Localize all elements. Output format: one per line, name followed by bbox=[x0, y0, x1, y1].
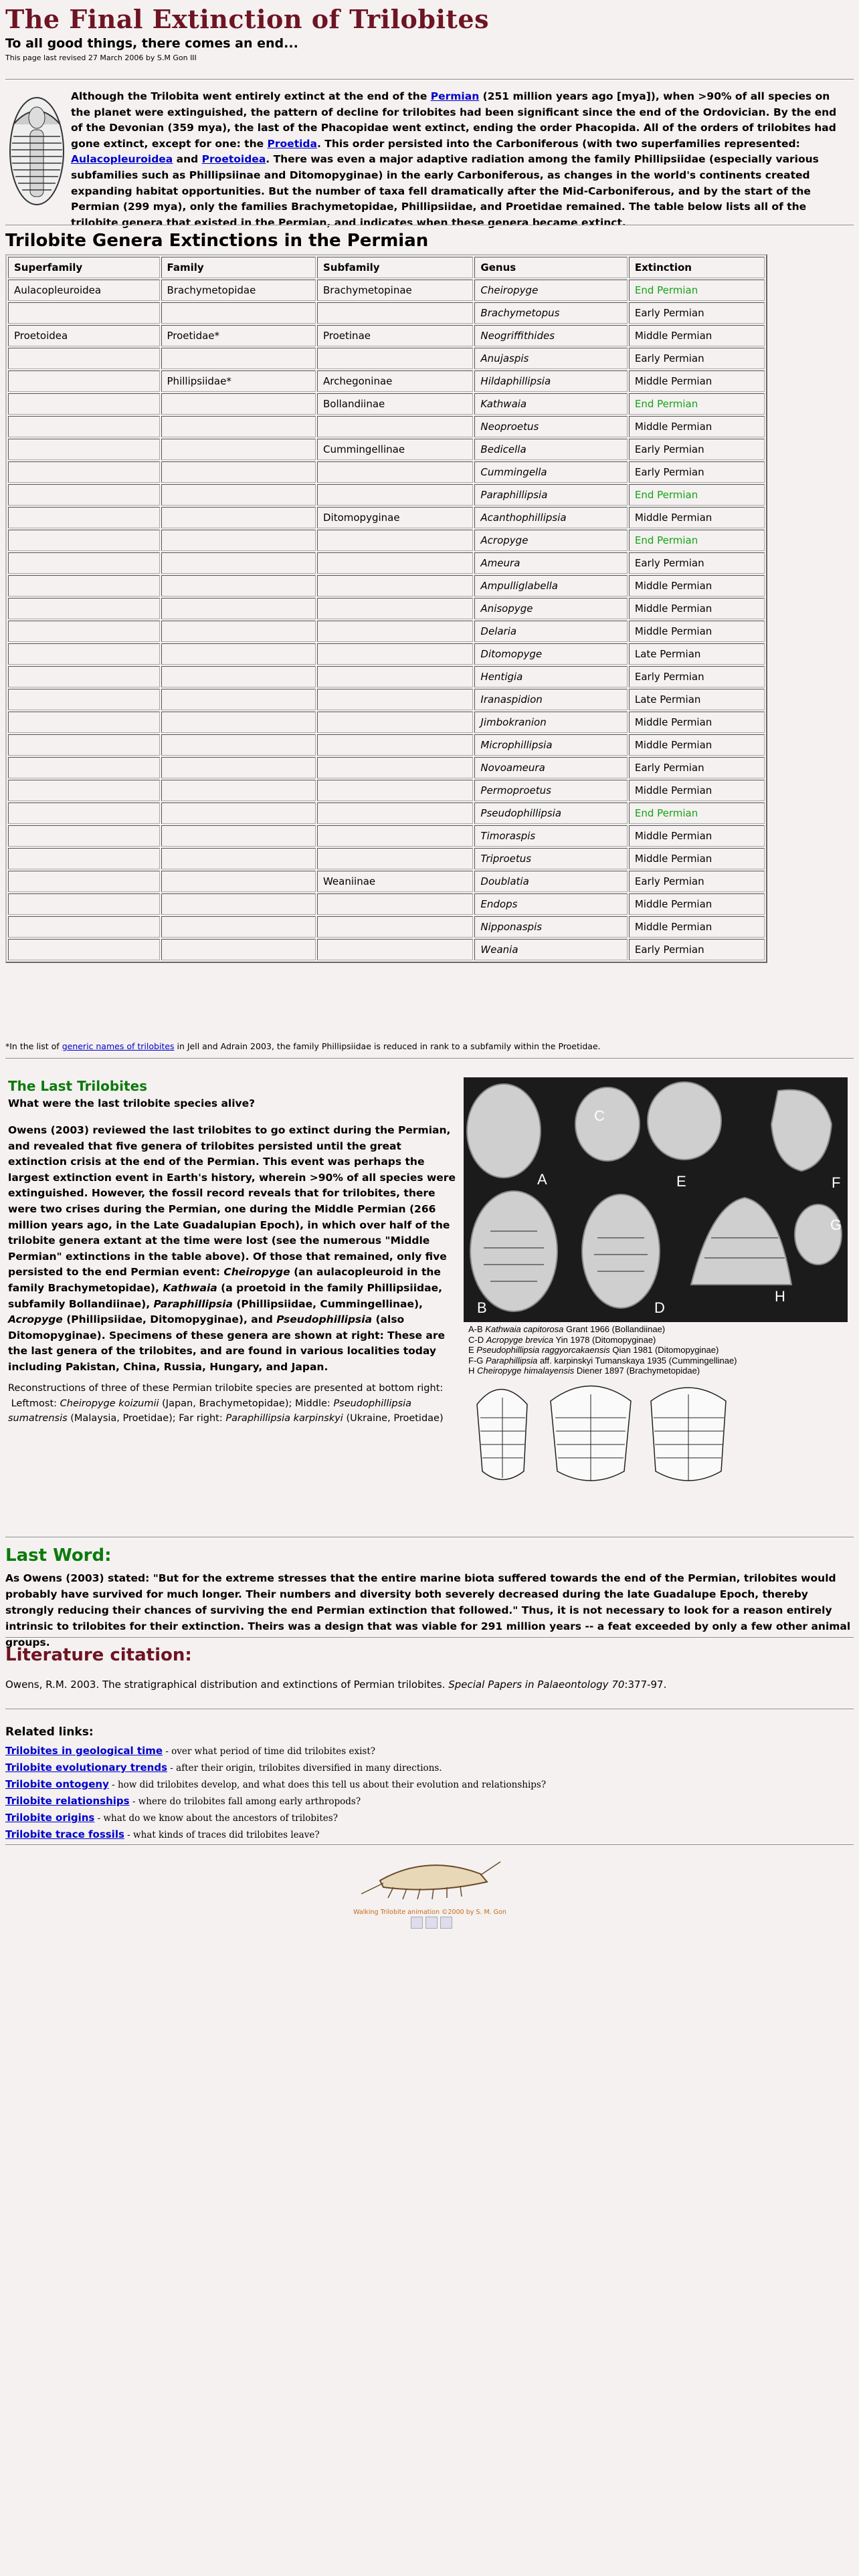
genus-cell: Iranaspidion bbox=[474, 689, 627, 710]
superfamily-cell bbox=[8, 666, 160, 687]
extinction-cell: End Permian bbox=[629, 280, 765, 301]
family-cell bbox=[161, 871, 316, 892]
genus-cell: Delaria bbox=[474, 621, 627, 642]
related-link-origins[interactable]: Trilobite origins bbox=[5, 1812, 95, 1824]
subfamily-cell: Bollandiinae bbox=[317, 393, 473, 415]
subfamily-cell: Brachymetopinae bbox=[317, 280, 473, 301]
table-row bbox=[8, 734, 765, 756]
superfamily-cell bbox=[8, 643, 160, 665]
family-cell bbox=[161, 643, 316, 665]
divider bbox=[5, 1058, 854, 1059]
family-cell bbox=[161, 507, 316, 528]
superfamily-cell: Aulacopleuroidea bbox=[8, 280, 160, 301]
subfamily-cell bbox=[317, 598, 473, 619]
table-row bbox=[8, 552, 765, 574]
extinction-cell: Middle Permian bbox=[629, 416, 765, 437]
superfamily-cell bbox=[8, 393, 160, 415]
table-row bbox=[8, 370, 765, 392]
badge-icon[interactable] bbox=[411, 1917, 423, 1929]
family-cell bbox=[161, 416, 316, 437]
permian-link[interactable]: Permian bbox=[430, 90, 480, 102]
table-heading: Trilobite Genera Extinctions in the Permian bbox=[5, 231, 429, 251]
genus-cell: Timoraspis bbox=[474, 825, 627, 847]
badge-icon[interactable] bbox=[425, 1917, 438, 1929]
subfamily-cell bbox=[317, 552, 473, 574]
divider bbox=[5, 1709, 854, 1710]
extinction-cell: Late Permian bbox=[629, 689, 765, 710]
genus-cell: Triproetus bbox=[474, 848, 627, 869]
intro-paragraph: Although the Trilobita went entirely extinct at the end of the Permian (251 million years ago [mya]), when >90% of all species on the planet were extinguished, the pattern of decline for trilobites had been significant since the end of the Ordovician. By the end of the Devonian (359 mya), the last of the Phacopidae went extinct, ending the order Phacopida. All of the orders of trilobites had gone extinct, except for one: the Proetida. This order persisted into the Carboniferous (with two superfamilies represented: Aulacopleuroidea and Proetoidea. There was even a major adaptive radiation among the family Phillipsiidae (especially various subfamilies such as Phillipsiinae and Ditomopyginae) in the early Carboniferous, as changes in the world's continents created expanding habitat opportunities. But the number of taxa fell dramatically after the Mid-Carboniferous, and by the start of the Permian (299 mya), only the families Brachymetopidae, Phillipsiidae, and Proetidae remained. The table below lists all of the trilobite genera that existed in the Permian, and indicates when these genera became extinct. bbox=[71, 90, 837, 229]
family-cell bbox=[161, 689, 316, 710]
photo-caption: E Pseudophillipsia raggyorcakaensis Qian 1981 (Ditomopyginae) bbox=[468, 1345, 719, 1355]
superfamily-cell bbox=[8, 621, 160, 642]
subfamily-cell bbox=[317, 302, 473, 324]
table-row bbox=[8, 825, 765, 847]
extinction-cell: Early Permian bbox=[629, 666, 765, 687]
extinction-cell: Early Permian bbox=[629, 552, 765, 574]
subfamily-cell bbox=[317, 575, 473, 597]
subfamily-cell bbox=[317, 348, 473, 369]
subfamily-cell bbox=[317, 802, 473, 824]
table-row bbox=[8, 643, 765, 665]
photo-label-d: D bbox=[654, 1299, 665, 1316]
badge-icon[interactable] bbox=[440, 1917, 452, 1929]
subfamily-cell bbox=[317, 939, 473, 960]
table-row bbox=[8, 780, 765, 801]
genus-cell: Kathwaia bbox=[474, 393, 627, 415]
related-link-ontogeny[interactable]: Trilobite ontogeny bbox=[5, 1778, 109, 1790]
subfamily-cell bbox=[317, 484, 473, 506]
family-cell: Proetidae* bbox=[161, 325, 316, 346]
photo-captions bbox=[468, 1324, 737, 1376]
column-header-genus: Genus bbox=[474, 257, 627, 278]
superfamily-cell bbox=[8, 484, 160, 506]
photo-caption: C-D Acropyge brevica Yin 1978 (Ditomopyginae) bbox=[468, 1334, 656, 1345]
superfamily-cell bbox=[8, 802, 160, 824]
related-link-item: Trilobite trace fossils - what kinds of traces did trilobites leave? bbox=[5, 1828, 320, 1840]
superfamily-cell bbox=[8, 348, 160, 369]
trilobite-dorsal-image bbox=[8, 95, 66, 207]
subfamily-cell bbox=[317, 825, 473, 847]
aulacopleuroidea-link[interactable]: Aulacopleuroidea bbox=[71, 153, 173, 166]
table-row bbox=[8, 712, 765, 733]
table-row bbox=[8, 939, 765, 960]
fossil-specimens-photo bbox=[464, 1077, 848, 1322]
subfamily-cell bbox=[317, 780, 473, 801]
extinction-cell: Middle Permian bbox=[629, 893, 765, 915]
genus-cell: Hildaphillipsia bbox=[474, 370, 627, 392]
table-row bbox=[8, 416, 765, 437]
subfamily-cell bbox=[317, 416, 473, 437]
citation-text: Owens, R.M. 2003. The stratigraphical distribution and extinctions of Permian trilobites. Special Papers in Palaeontology 70:377-97. bbox=[5, 1679, 667, 1691]
generic-names-link[interactable]: generic names of trilobites bbox=[62, 1041, 175, 1051]
table-row bbox=[8, 484, 765, 506]
superfamily-cell bbox=[8, 598, 160, 619]
superfamily-cell bbox=[8, 939, 160, 960]
extinction-cell: End Permian bbox=[629, 530, 765, 551]
extinction-cell: Middle Permian bbox=[629, 507, 765, 528]
photo-caption: H Cheiropyge himalayensis Diener 1897 (Brachymetopidae) bbox=[468, 1366, 700, 1376]
table-row bbox=[8, 666, 765, 687]
extinction-cell: Middle Permian bbox=[629, 325, 765, 346]
last-trilobites-paragraph: Owens (2003) reviewed the last trilobites to go extinct during the Permian, and revealed that five genera of trilobites persisted until the great extinction crisis at the end of the Permian. This event was perhaps the largest extinction event in Earth's history, wherein >90% of all species were extinguished. However, the fossil record reveals that for trilobites, there were two crises during the Permian, one during the Middle Permian (266 million years ago, in the Late Guadalupian Epoch), in which over half of the trilobite genera extant at the time were lost (see the numerous "Middle Permian" extinctions in the table above). Of those that remained, only five persisted to the end Permian event: Cheiropyge (an aulacopleuroid in the family Brachymetopidae), Kathwaia (a proetoid in the family Phillipsiidae, subfamily Bollandiinae), Paraphillipsia (Phillipsiidae, Cummingellinae), Acropyge (Phillipsiidae, Ditomopyginae), and Pseudophillipsia (also Ditomopyginae). Specimens of these genera are shown at right: These are the last genera of the trilobites, and are found in various localities today including Pakistan, China, Russia, Hungary, and Japan. bbox=[8, 1124, 456, 1373]
superfamily-cell bbox=[8, 712, 160, 733]
related-links-heading: Related links: bbox=[5, 1725, 94, 1739]
extinction-cell: Early Permian bbox=[629, 871, 765, 892]
table-row bbox=[8, 916, 765, 938]
extinction-cell: Middle Permian bbox=[629, 370, 765, 392]
photo-label-f: F bbox=[832, 1174, 841, 1191]
walking-trilobite-icon bbox=[353, 1854, 506, 1901]
extinction-cell: Middle Permian bbox=[629, 598, 765, 619]
subfamily-cell bbox=[317, 643, 473, 665]
extinction-cell: Middle Permian bbox=[629, 734, 765, 756]
genus-cell: Novoameura bbox=[474, 757, 627, 778]
table-row bbox=[8, 348, 765, 369]
superfamily-cell bbox=[8, 734, 160, 756]
page-subtitle: To all good things, there comes an end... bbox=[5, 36, 298, 51]
last-trilobites-question: What were the last trilobite species alive? bbox=[8, 1097, 256, 1109]
related-link-geological-time[interactable]: Trilobites in geological time bbox=[5, 1745, 163, 1757]
subfamily-cell bbox=[317, 734, 473, 756]
related-link-item: Trilobite relationships - where do trilobites fall among early arthropods? bbox=[5, 1795, 361, 1807]
footer-badges bbox=[409, 1917, 454, 1931]
family-cell bbox=[161, 621, 316, 642]
divider bbox=[5, 79, 854, 80]
photo-label-b: B bbox=[477, 1299, 487, 1316]
column-header-extinction: Extinction bbox=[629, 257, 765, 278]
superfamily-cell bbox=[8, 461, 160, 483]
superfamily-cell bbox=[8, 439, 160, 460]
superfamily-cell bbox=[8, 575, 160, 597]
genus-cell: Anujaspis bbox=[474, 348, 627, 369]
family-cell bbox=[161, 757, 316, 778]
genus-cell: Neogriffithides bbox=[474, 325, 627, 346]
family-cell bbox=[161, 484, 316, 506]
animation-credit: Walking Trilobite animation ©2000 by S. M. Gon bbox=[353, 1909, 506, 1916]
superfamily-cell bbox=[8, 893, 160, 915]
extinction-cell: Early Permian bbox=[629, 939, 765, 960]
table-row bbox=[8, 598, 765, 619]
related-links-list bbox=[5, 1743, 546, 1843]
genus-cell: Ditomopyge bbox=[474, 643, 627, 665]
extinction-cell: Early Permian bbox=[629, 302, 765, 324]
proetoidea-link[interactable]: Proetoidea bbox=[201, 153, 266, 166]
genus-cell: Brachymetopus bbox=[474, 302, 627, 324]
table-row bbox=[8, 280, 765, 301]
table-row bbox=[8, 439, 765, 460]
superfamily-cell bbox=[8, 302, 160, 324]
extinction-cell: Early Permian bbox=[629, 461, 765, 483]
family-cell bbox=[161, 393, 316, 415]
genus-cell: Ameura bbox=[474, 552, 627, 574]
extinction-cell: Early Permian bbox=[629, 439, 765, 460]
family-cell bbox=[161, 530, 316, 551]
subfamily-cell bbox=[317, 530, 473, 551]
extinction-cell: End Permian bbox=[629, 484, 765, 506]
subfamily-cell: Proetinae bbox=[317, 325, 473, 346]
divider bbox=[5, 225, 854, 226]
divider bbox=[5, 1844, 854, 1846]
table-row bbox=[8, 893, 765, 915]
table-row bbox=[8, 507, 765, 528]
superfamily-cell bbox=[8, 370, 160, 392]
extinction-cell: Middle Permian bbox=[629, 621, 765, 642]
genera-table bbox=[5, 254, 767, 963]
subfamily-cell: Cummingellinae bbox=[317, 439, 473, 460]
genus-cell: Anisopyge bbox=[474, 598, 627, 619]
genus-cell: Cummingella bbox=[474, 461, 627, 483]
subfamily-cell: Archegoninae bbox=[317, 370, 473, 392]
extinction-cell: Early Permian bbox=[629, 757, 765, 778]
family-cell: Brachymetopidae bbox=[161, 280, 316, 301]
related-link-evolutionary-trends[interactable]: Trilobite evolutionary trends bbox=[5, 1761, 167, 1774]
family-cell bbox=[161, 666, 316, 687]
family-cell bbox=[161, 734, 316, 756]
family-cell bbox=[161, 916, 316, 938]
column-header-family: Family bbox=[161, 257, 316, 278]
superfamily-cell: Proetoidea bbox=[8, 325, 160, 346]
superfamily-cell bbox=[8, 689, 160, 710]
genus-cell: Neoproetus bbox=[474, 416, 627, 437]
family-cell bbox=[161, 802, 316, 824]
table-row bbox=[8, 461, 765, 483]
extinction-cell: Middle Permian bbox=[629, 575, 765, 597]
extinction-cell: End Permian bbox=[629, 393, 765, 415]
revision-note: This page last revised 27 March 2006 by S.M Gon III bbox=[5, 53, 197, 62]
table-row bbox=[8, 848, 765, 869]
subfamily-cell bbox=[317, 461, 473, 483]
column-header-subfamily: Subfamily bbox=[317, 257, 473, 278]
reconstruction-drawings bbox=[464, 1371, 745, 1490]
extinction-cell: Middle Permian bbox=[629, 712, 765, 733]
subfamily-cell bbox=[317, 757, 473, 778]
table-row bbox=[8, 871, 765, 892]
related-link-relationships[interactable]: Trilobite relationships bbox=[5, 1795, 130, 1807]
superfamily-cell bbox=[8, 530, 160, 551]
superfamily-cell bbox=[8, 871, 160, 892]
reconstruction-caption: Reconstructions of three of these Permian trilobite species are presented at bottom right: Leftmost: Cheiropyge koizumii (Japan, Brachymetopidae); Middle: Pseudophillipsia sumatrensis (Malaysia, Proetidae); Far right: Paraphillipsia karpinskyi (Ukraine, Proetidae) bbox=[8, 1383, 444, 1424]
proetida-link[interactable]: Proetida bbox=[267, 137, 317, 150]
family-cell bbox=[161, 439, 316, 460]
table-row bbox=[8, 393, 765, 415]
genus-cell: Pseudophillipsia bbox=[474, 802, 627, 824]
page-title: The Final Extinction of Trilobites bbox=[5, 4, 490, 34]
family-cell: Phillipsiidae* bbox=[161, 370, 316, 392]
genus-cell: Microphillipsia bbox=[474, 734, 627, 756]
citation-heading: Literature citation: bbox=[5, 1645, 192, 1665]
superfamily-cell bbox=[8, 507, 160, 528]
extinction-cell: Middle Permian bbox=[629, 848, 765, 869]
table-row bbox=[8, 302, 765, 324]
genus-cell: Acanthophillipsia bbox=[474, 507, 627, 528]
genus-cell: Cheiropyge bbox=[474, 280, 627, 301]
last-trilobites-heading: The Last Trilobites bbox=[8, 1078, 148, 1094]
genus-cell: Ampulliglabella bbox=[474, 575, 627, 597]
family-cell bbox=[161, 780, 316, 801]
subfamily-cell bbox=[317, 621, 473, 642]
extinction-cell: Middle Permian bbox=[629, 780, 765, 801]
family-cell bbox=[161, 598, 316, 619]
genus-cell: Jimbokranion bbox=[474, 712, 627, 733]
divider bbox=[5, 1637, 854, 1638]
related-link-item: Trilobite ontogeny - how did trilobites develop, and what does this tell us about their evolution and relationships? bbox=[5, 1778, 547, 1790]
table-footnote: *In the list of generic names of trilobites in Jell and Adrain 2003, the family Phillipsiidae is reduced in rank to a subfamily within the Proetidae. bbox=[5, 1041, 601, 1051]
genus-cell: Paraphillipsia bbox=[474, 484, 627, 506]
photo-label-a: A bbox=[537, 1171, 547, 1188]
last-word-paragraph: As Owens (2003) stated: "But for the extreme stresses that the entire marine biota suffered towards the end of the Permian, trilobites would probably have survived for much longer. Their numbers and diversity both severely decreased during the late Guadalupe Epoch, thereby strongly reducing their chances of surviving the end Permian extinction that followed." Thus, it is not necessary to look for a reason entirely intrinsic to trilobites for their extinction. Theirs was a design that was viable for 291 million years -- a feat exceeded by only a few other animal groups. bbox=[5, 1572, 851, 1648]
subfamily-cell bbox=[317, 689, 473, 710]
extinction-cell: End Permian bbox=[629, 802, 765, 824]
superfamily-cell bbox=[8, 848, 160, 869]
genus-cell: Weania bbox=[474, 939, 627, 960]
family-cell bbox=[161, 348, 316, 369]
family-cell bbox=[161, 461, 316, 483]
last-word-heading: Last Word: bbox=[5, 1545, 112, 1566]
genus-cell: Nipponaspis bbox=[474, 916, 627, 938]
extinction-cell: Middle Permian bbox=[629, 916, 765, 938]
family-cell bbox=[161, 848, 316, 869]
genus-cell: Bedicella bbox=[474, 439, 627, 460]
superfamily-cell bbox=[8, 757, 160, 778]
family-cell bbox=[161, 575, 316, 597]
genus-cell: Doublatia bbox=[474, 871, 627, 892]
genus-cell: Permoproetus bbox=[474, 780, 627, 801]
superfamily-cell bbox=[8, 825, 160, 847]
column-header-superfamily: Superfamily bbox=[8, 257, 160, 278]
family-cell bbox=[161, 302, 316, 324]
subfamily-cell bbox=[317, 848, 473, 869]
table-row bbox=[8, 802, 765, 824]
genus-cell: Acropyge bbox=[474, 530, 627, 551]
superfamily-cell bbox=[8, 780, 160, 801]
table-row bbox=[8, 689, 765, 710]
subfamily-cell bbox=[317, 893, 473, 915]
table-row bbox=[8, 575, 765, 597]
superfamily-cell bbox=[8, 916, 160, 938]
superfamily-cell bbox=[8, 552, 160, 574]
table-row bbox=[8, 757, 765, 778]
subfamily-cell: Weaniinae bbox=[317, 871, 473, 892]
extinction-cell: Middle Permian bbox=[629, 825, 765, 847]
photo-label-g: G bbox=[830, 1216, 842, 1233]
related-link-item: Trilobite evolutionary trends - after their origin, trilobites diversified in many directions. bbox=[5, 1761, 442, 1774]
extinction-cell: Early Permian bbox=[629, 348, 765, 369]
related-link-item: Trilobites in geological time - over what period of time did trilobites exist? bbox=[5, 1745, 376, 1757]
subfamily-cell bbox=[317, 916, 473, 938]
superfamily-cell bbox=[8, 416, 160, 437]
table-header-row bbox=[8, 257, 765, 278]
subfamily-cell: Ditomopyginae bbox=[317, 507, 473, 528]
photo-caption: A-B Kathwaia capitorosa Grant 1966 (Bollandiinae) bbox=[468, 1324, 666, 1334]
table-row bbox=[8, 621, 765, 642]
family-cell bbox=[161, 825, 316, 847]
family-cell bbox=[161, 893, 316, 915]
photo-label-h: H bbox=[775, 1288, 785, 1305]
photo-caption: F-G Paraphillipsia aff. karpinskyi Tumanskaya 1935 (Cummingellinae) bbox=[468, 1355, 737, 1366]
genus-cell: Endops bbox=[474, 893, 627, 915]
table-row bbox=[8, 530, 765, 551]
subfamily-cell bbox=[317, 666, 473, 687]
table-row bbox=[8, 325, 765, 346]
related-link-item: Trilobite origins - what do we know about the ancestors of trilobites? bbox=[5, 1812, 338, 1824]
extinction-cell: Late Permian bbox=[629, 643, 765, 665]
family-cell bbox=[161, 552, 316, 574]
photo-label-c: C bbox=[594, 1107, 605, 1124]
subfamily-cell bbox=[317, 712, 473, 733]
genus-cell: Hentigia bbox=[474, 666, 627, 687]
photo-label-e: E bbox=[676, 1173, 686, 1190]
family-cell bbox=[161, 939, 316, 960]
related-link-trace-fossils[interactable]: Trilobite trace fossils bbox=[5, 1828, 124, 1840]
family-cell bbox=[161, 712, 316, 733]
divider bbox=[5, 1537, 854, 1538]
